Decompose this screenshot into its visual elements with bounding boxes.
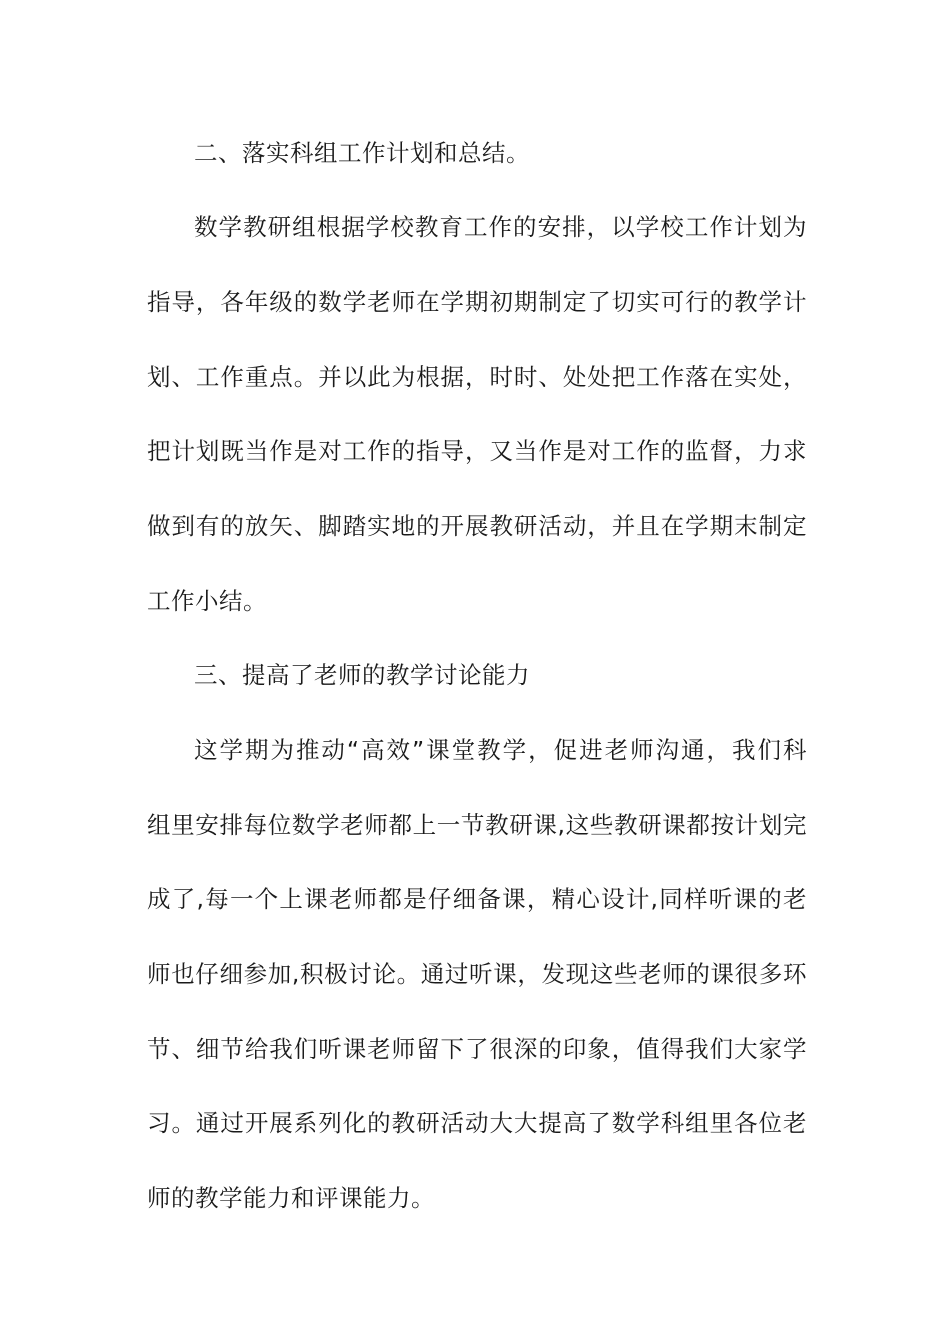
paragraph-line: 数学教研组根据学校教育工作的安排，以学校工作计划为 xyxy=(194,213,807,241)
paragraph-line: 师的教学能力和评课能力。 xyxy=(147,1184,435,1212)
paragraph-line: 习。通过开展系列化的教研活动大大提高了数学科组里各位老 xyxy=(147,1109,807,1137)
paragraph-line: 工作小结。 xyxy=(147,587,267,615)
section-heading-2: 二、落实科组工作计划和总结。 xyxy=(194,139,530,167)
paragraph-line: 这学期为推动“高效”课堂教学，促进老师沟通，我们科 xyxy=(194,736,807,764)
paragraph-line: 师也仔细参加,积极讨论。通过听课，发现这些老师的课很多环 xyxy=(147,960,807,988)
paragraph-line: 成了,每一个上课老师都是仔细备课，精心设计,同样听课的老 xyxy=(147,885,807,913)
paragraph-line: 组里安排每位数学老师都上一节教研课,这些教研课都按计划完 xyxy=(147,811,807,839)
paragraph-line: 把计划既当作是对工作的指导，又当作是对工作的监督，力求 xyxy=(147,437,807,465)
paragraph-line: 节、细节给我们听课老师留下了很深的印象，值得我们大家学 xyxy=(147,1035,807,1063)
paragraph-line: 指导，各年级的数学老师在学期初期制定了切实可行的教学计 xyxy=(147,288,807,316)
section-heading-3: 三、提高了老师的教学讨论能力 xyxy=(194,661,530,689)
paragraph-line: 划、工作重点。并以此为根据，时时、处处把工作落在实处， xyxy=(147,363,807,391)
paragraph-line: 做到有的放矢、脚踏实地的开展教研活动，并且在学期末制定 xyxy=(147,512,807,540)
